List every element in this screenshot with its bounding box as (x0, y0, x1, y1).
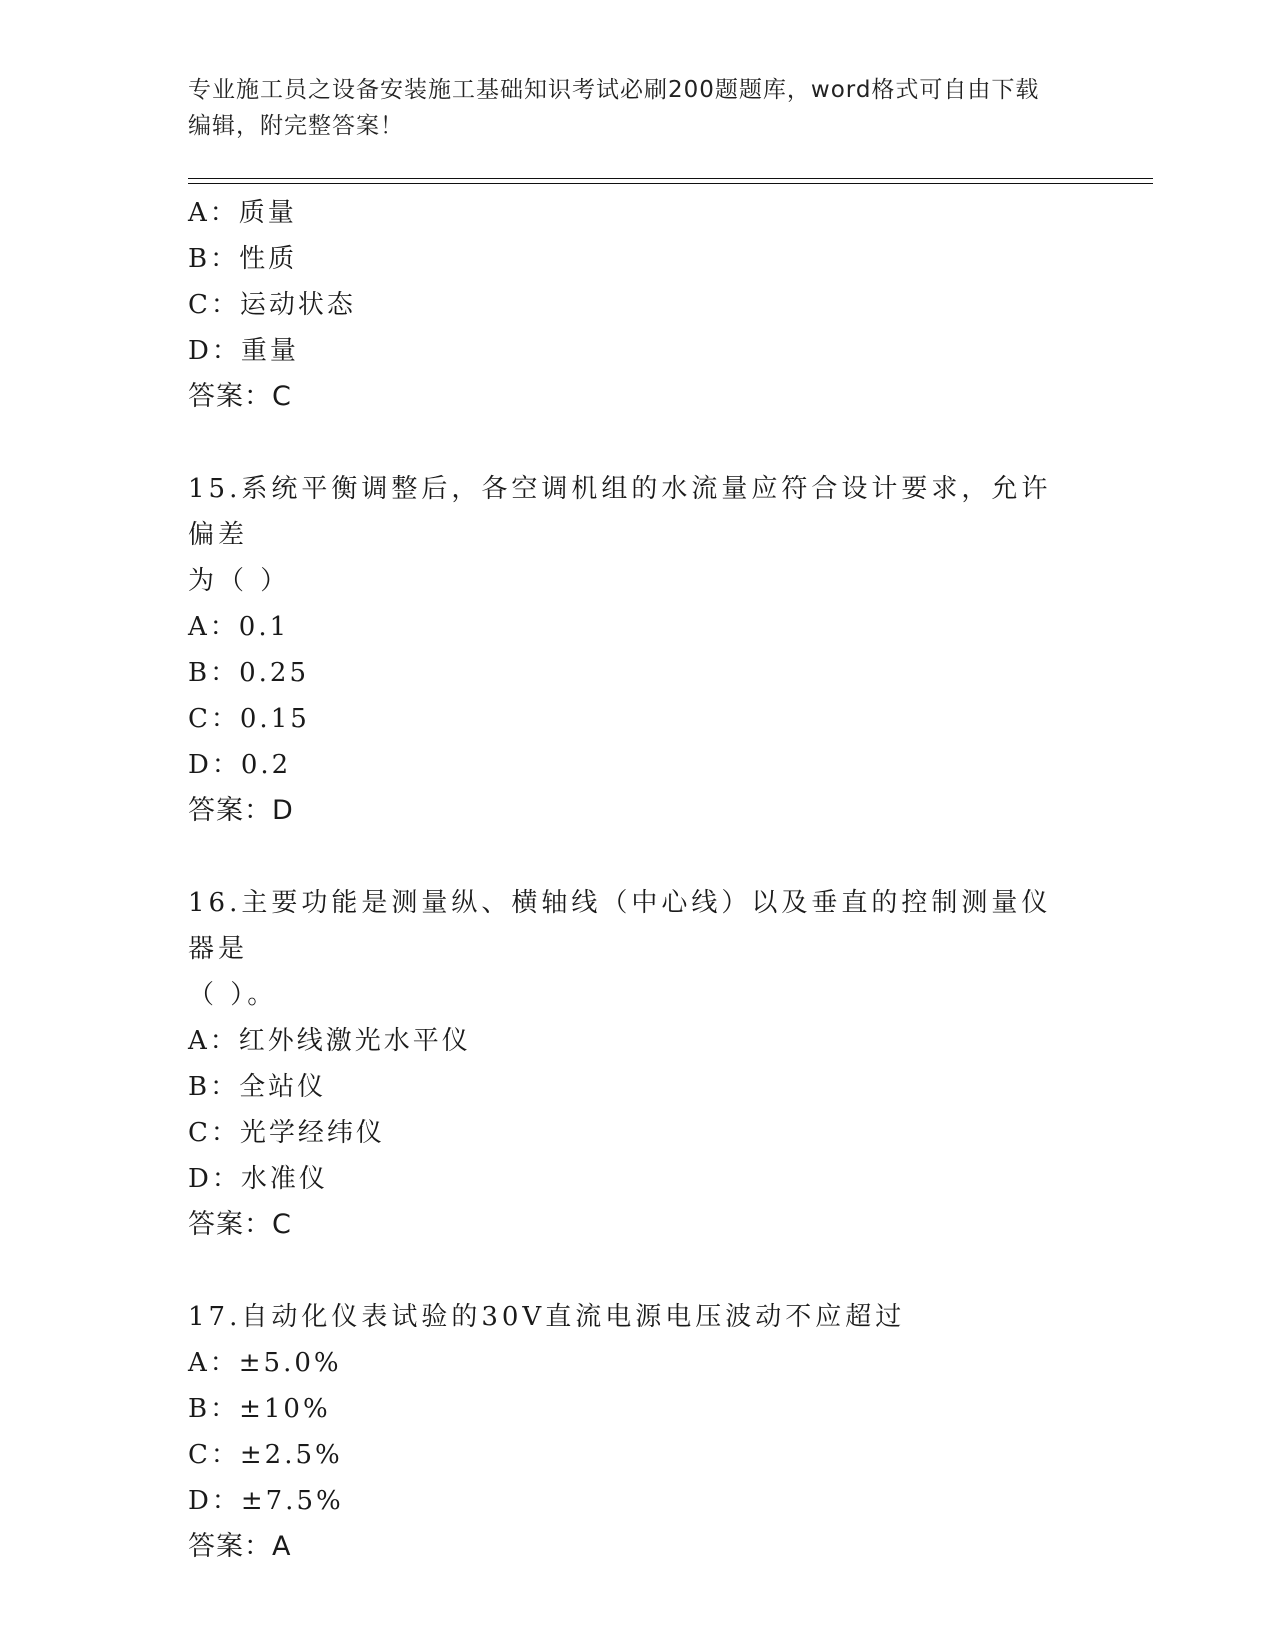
question-16 (188, 880, 1088, 1248)
spacer (188, 1248, 1088, 1294)
header-title-line1: 专业施工员之设备安装施工基础知识考试必刷200题题库，word格式可自由下载 (188, 77, 1040, 103)
answer-line: 答案：C (188, 381, 292, 412)
option-b: B：0.25 (188, 658, 309, 688)
question-list (188, 190, 1088, 1570)
option-b: B：全站仪 (188, 1072, 327, 1102)
question-stem-line1: 15.系统平衡调整后，各空调机组的水流量应符合设计要求，允许偏差 (188, 474, 1052, 550)
option-c: C：光学经纬仪 (188, 1118, 385, 1148)
option-a: A：质量 (188, 198, 297, 228)
question-stem-line2: （ ）。 (188, 980, 278, 1010)
option-c: C：0.15 (188, 704, 310, 734)
option-a: A：±5.0% (188, 1348, 342, 1378)
question-14 (188, 190, 1088, 420)
option-b: B：性质 (188, 244, 298, 274)
question-stem-line1: 17.自动化仪表试验的30V直流电源电压波动不应超过 (188, 1302, 906, 1332)
option-c: C：±2.5% (188, 1440, 343, 1470)
header-title-line2: 编辑，附完整答案！ (188, 113, 404, 139)
document-header (188, 72, 1088, 144)
option-d: D：水准仪 (188, 1164, 328, 1194)
option-c: C：运动状态 (188, 290, 356, 320)
header-divider-top (188, 178, 1153, 179)
option-d: D：重量 (188, 336, 299, 366)
answer-line: 答案：D (188, 795, 294, 826)
option-d: D：±7.5% (188, 1486, 344, 1516)
question-stem-line1: 16.主要功能是测量纵、横轴线（中心线）以及垂直的控制测量仪器是 (188, 888, 1052, 964)
question-17 (188, 1294, 1088, 1570)
option-d: D：0.2 (188, 750, 292, 780)
option-a: A：0.1 (188, 612, 290, 642)
option-a: A：红外线激光水平仪 (188, 1026, 471, 1056)
question-stem-line2: 为（ ） (188, 566, 291, 596)
spacer (188, 420, 1088, 466)
answer-line: 答案：C (188, 1209, 292, 1240)
question-15 (188, 466, 1088, 834)
option-b: B：±10% (188, 1394, 331, 1424)
answer-line: 答案：A (188, 1531, 292, 1562)
spacer (188, 834, 1088, 880)
header-divider-bottom (188, 183, 1153, 184)
